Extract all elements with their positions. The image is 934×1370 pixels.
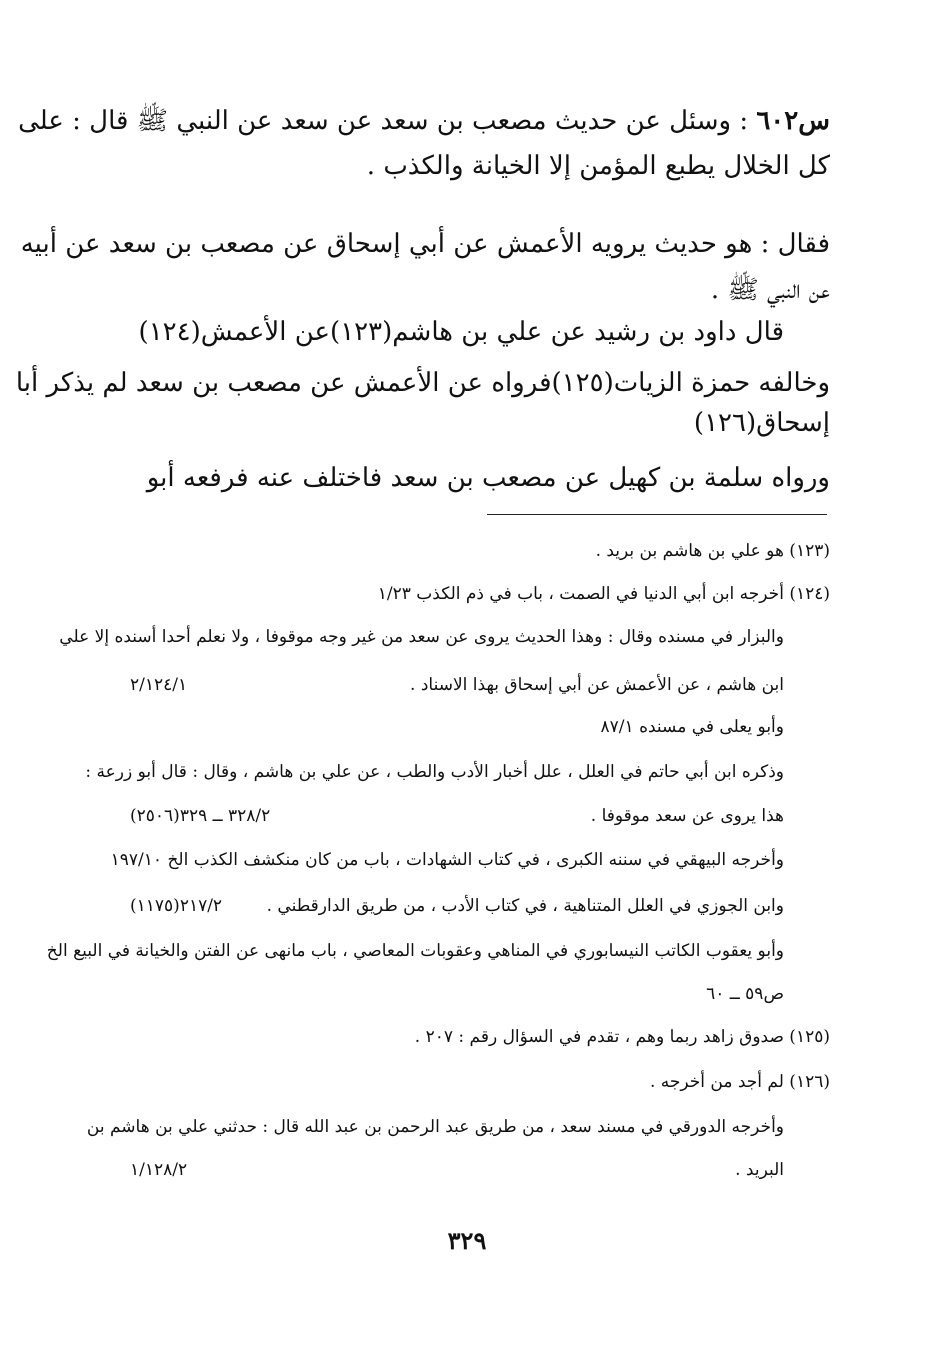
answer-line-3: قال داود بن رشيد عن علي بن هاشم(١٢٣)عن الأعمش(١٢٤) xyxy=(138,317,784,347)
question-line-1 xyxy=(18,104,830,142)
footnote-123: (١٢٣) هو علي بن هاشم بن بريد . xyxy=(595,541,830,561)
footnote-124-bazzar-1: والبزار في مسنده وقال : وهذا الحديث يروى عن سعد من غير وجه موقوفا ، ولا نعلم أحدا أسنده إلا علي xyxy=(59,627,784,647)
footnote-124-ibn-jawzi-ref: ٢١٧/٢(١١٧٥) xyxy=(130,896,223,916)
footnote-124-ibn-abi-hatim-2: هذا يروى عن سعد موقوفا . xyxy=(590,806,784,826)
question-line-2: كل الخلال يطبع المؤمن إلا الخيانة والكذب . xyxy=(366,151,830,181)
footnote-125: (١٢٥) صدوق زاهد ربما وهم ، تقدم في السؤال رقم : ٢٠٧ . xyxy=(414,1027,830,1047)
answer-line-5: إسحاق(١٢٦) xyxy=(693,408,830,438)
footnote-126-dawraqi-ref: ١/١٢٨/٢ xyxy=(130,1160,188,1180)
footnote-124-abu-yala: وأبو يعلى في مسنده ٨٧/١ xyxy=(600,717,784,737)
answer-line-1: فقال : هو حديث يرويه الأعمش عن أبي إسحاق عن مصعب بن سعد عن أبيه xyxy=(20,229,830,259)
answer-line-2: عن النبي ﷺ . xyxy=(710,275,830,305)
footnote-124-ibn-abi-hatim-1: وذكره ابن أبي حاتم في العلل ، علل أخبار الأدب والطب ، عن علي بن هاشم ، وقال : قال أبو زرعة : xyxy=(85,762,784,782)
answer-line-6: ورواه سلمة بن كهيل عن مصعب بن سعد فاختلف عنه فرفعه أبو xyxy=(146,463,830,493)
answer-line-4: وخالفه حمزة الزيات(١٢٥)فرواه عن الأعمش عن مصعب بن سعد لم يذكر أبا xyxy=(15,368,830,398)
footnote-124-nisaburi-1: وأبو يعقوب الكاتب النيسابوري في المناهي وعقوبات المعاصي ، باب مانهى عن الفتن والخيانة في البيع الخ xyxy=(46,941,784,961)
footnote-124-ibn-jawzi: وابن الجوزي في العلل المتناهية ، في كتاب الأدب ، من طريق الدارقطني . xyxy=(266,896,784,916)
footnote-126-dawraqi-2: البريد . xyxy=(735,1160,784,1180)
question-text: : وسئل عن حديث مصعب بن سعد عن سعد عن النبي ﷺ قال : على xyxy=(18,106,749,136)
footnote-124: (١٢٤) أخرجه ابن أبي الدنيا في الصمت ، باب في ذم الكذب ١/٢٣ xyxy=(377,584,830,604)
footnote-124-nisaburi-2: ص٥٩ ــ ٦٠ xyxy=(706,984,784,1004)
footnote-124-bayhaqi: وأخرجه البيهقي في سننه الكبرى ، في كتاب الشهادات ، باب من كان منكشف الكذب الخ ١٩٧/١٠ xyxy=(110,850,784,870)
page-number: ٣٢٩ xyxy=(447,1226,487,1255)
footnote-124-bazzar-ref: ٢/١٢٤/١ xyxy=(130,675,188,695)
footnote-124-ibn-abi-hatim-ref: ٣٢٨/٢ ــ ٣٢٩(٢٥٠٦) xyxy=(130,806,271,826)
footnote-124-bazzar-2: ابن هاشم ، عن الأعمش عن أبي إسحاق بهذا الاسناد . xyxy=(410,675,784,695)
footnote-126-dawraqi-1: وأخرجه الدورقي في مسند سعد ، من طريق عبد الرحمن بن عبد الله قال : حدثني علي بن هاشم بن xyxy=(86,1117,784,1137)
question-number: س٦٠٢ xyxy=(756,106,830,136)
footnote-separator xyxy=(487,514,827,515)
footnote-126: (١٢٦) لم أجد من أخرجه . xyxy=(649,1072,830,1092)
